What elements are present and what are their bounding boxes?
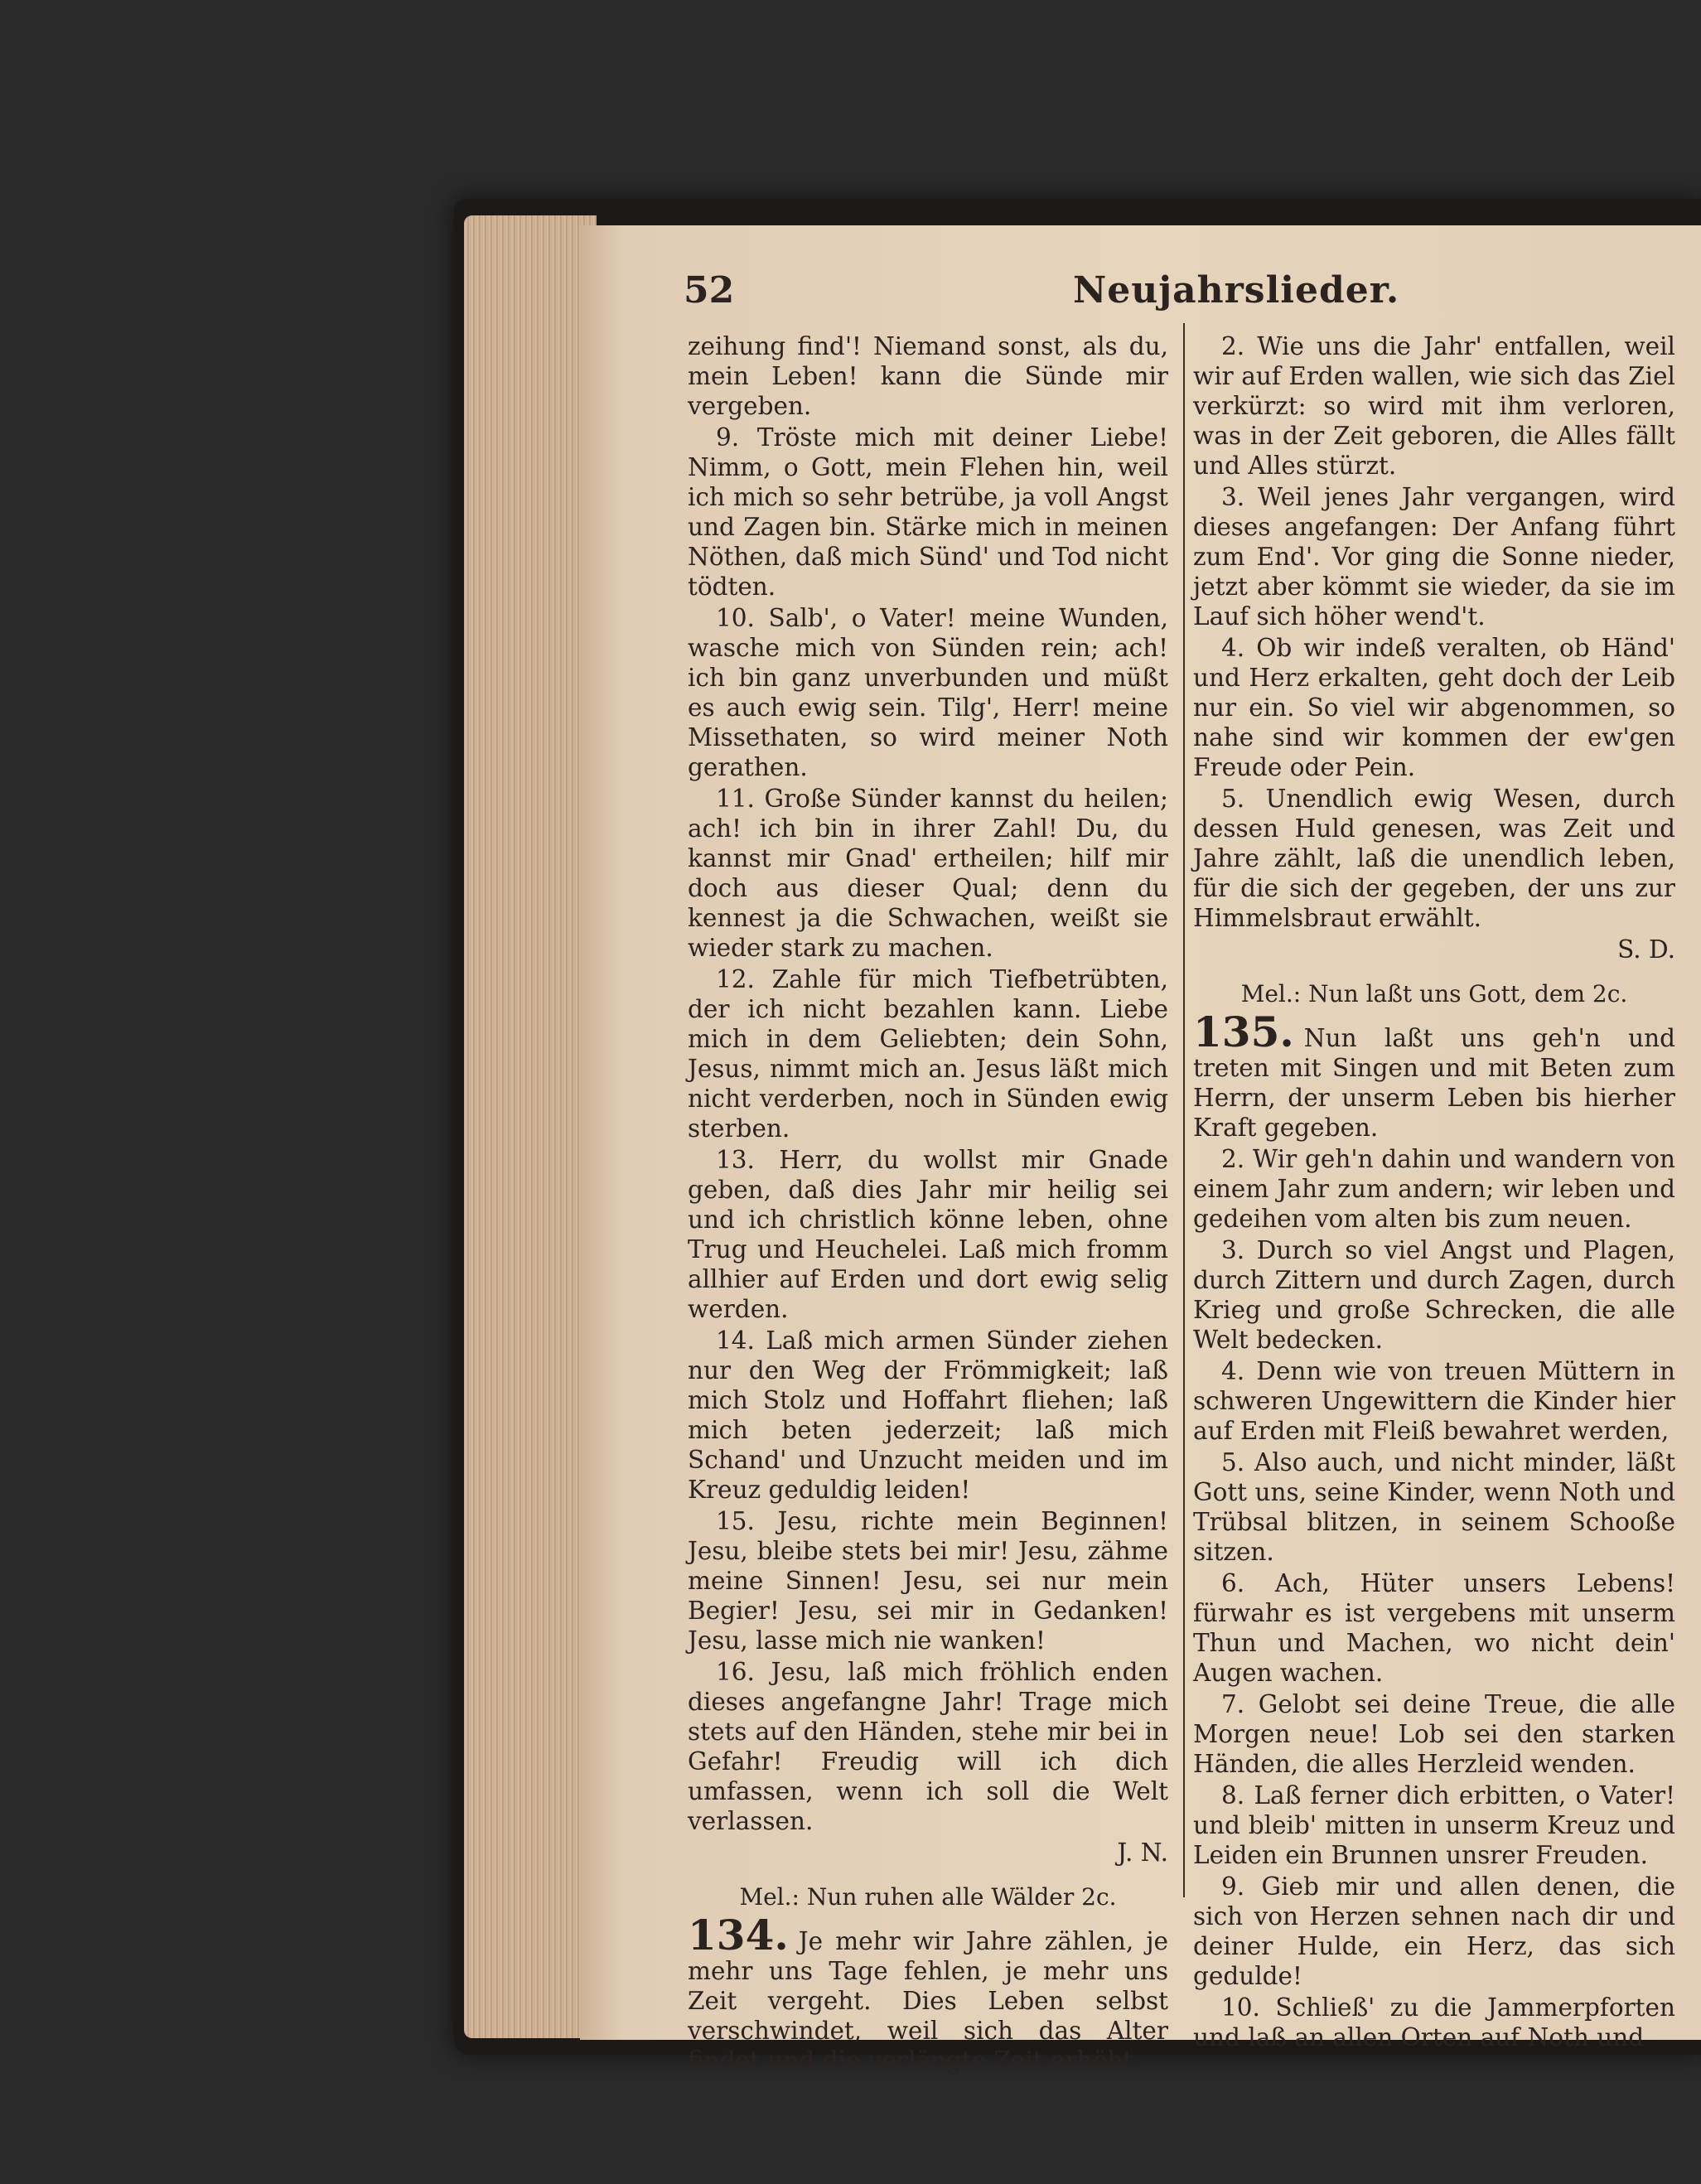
verse-paragraph: 5. Also auch, und nicht minder, läßt Gott uns, seine Kinder, wenn Noth und Trübsal blitzen, in seinem Schooße sitzen.	[1193, 1448, 1675, 1566]
verse-paragraph: 10. Salb', o Vater! meine Wunden, wasche mich von Sünden rein; ach! ich bin ganz unverbunden und müßt es auch ewig sein. Tilg', Herr! meine Missethaten, so wird meiner Noth gerathen.	[688, 604, 1168, 781]
right-paragraphs-after	[1193, 1144, 1675, 2052]
verse-paragraph: 3. Weil jenes Jahr vergangen, wird dieses angefangen: Der Anfang führt zum End'. Vor ging die Sonne nieder, jetzt aber kömmt sie wieder, da sie im Lauf sich höher wend't.	[1193, 483, 1675, 631]
verse-paragraph: 14. Laß mich armen Sünder ziehen nur den Weg der Frömmigkeit; laß mich Stolz und Hoffahrt fliehen; laß mich beten jederzeit; laß mich Schand' und Unzucht meiden und im Kreuz geduldig leiden!	[688, 1326, 1168, 1504]
verse-paragraph: 10. Schließ' zu die Jammerpforten und laß an allen Orten auf Noth und	[1193, 1993, 1675, 2051]
verse-paragraph: 11. Große Sünder kannst du heilen; ach! ich bin in ihrer Zahl! Du, du kannst mir Gnad' ertheilen; hilf mir doch aus dieser Qual; denn du kennest ja die Schwachen, weißt sie wieder stark zu machen.	[688, 785, 1168, 962]
column-divider	[1183, 323, 1185, 1897]
hymn-134-first-verse	[688, 1911, 1168, 2075]
right-column	[1193, 331, 1675, 2054]
verse-paragraph: 6. Ach, Hüter unsers Lebens! fürwahr es ist vergebens mit unserm Thun und Machen, wo nicht dein' Augen wachen.	[1193, 1569, 1675, 1687]
hymn-134-text: Je mehr wir Jahre zählen, je mehr uns Tage fehlen, je mehr uns Zeit vergeht. Dies Leben selbst verschwindet, weil sich das Alter findet und die verlängte Zeit erhöht.	[688, 1927, 1168, 2075]
verse-paragraph: 4. Ob wir indeß veralten, ob Händ' und Herz erkalten, geht doch der Leib nur ein. So viel wir abgenommen, so nahe sind wir kommen der ew'gen Freude oder Pein.	[1193, 634, 1675, 781]
verse-paragraph: zeihung find'! Niemand sonst, als du, mein Leben! kann die Sünde mir vergeben.	[688, 332, 1168, 420]
melody-line-134: Mel.: Nun ruhen alle Wälder 2c.	[739, 1883, 1117, 1911]
hymn-135-text: Nun laßt uns geh'n und treten mit Singen und mit Beten zum Herrn, der unserm Leben bis hierher Kraft gegeben.	[1193, 1024, 1675, 1142]
verse-paragraph: 15. Jesu, richte mein Beginnen! Jesu, bleibe stets bei mir! Jesu, zähme meine Sinnen! Jesu, sei nur mein Begier! Jesu, sei mir in Gedanken! Jesu, lasse mich nie wanken!	[688, 1507, 1168, 1655]
signature-left: J. N.	[1117, 1839, 1168, 1867]
right-paragraphs	[1193, 331, 1675, 933]
verse-paragraph: 7. Gelobt sei deine Treue, die alle Morgen neue! Lob sei den starken Händen, die alles Herzleid wenden.	[1193, 1690, 1675, 1778]
left-paragraphs	[688, 331, 1168, 1836]
melody-line-135: Mel.: Nun laßt uns Gott, dem 2c.	[1240, 980, 1628, 1007]
verse-paragraph: 3. Durch so viel Angst und Plagen, durch Zittern und durch Zagen, durch Krieg und große Schrecken, die alle Welt bedecken.	[1193, 1236, 1675, 1354]
verse-paragraph: 2. Wie uns die Jahr' entfallen, weil wir auf Erden wallen, wie sich das Ziel verkürzt: so wird mit ihm verloren, was in der Zeit geboren, die Alles fällt und Alles stürzt.	[1193, 332, 1675, 480]
verse-paragraph: 16. Jesu, laß mich fröhlich enden dieses angefangne Jahr! Trage mich stets auf den Händen, stehe mir bei in Gefahr! Freudig will ich dich umfassen, wenn ich soll die Welt verlassen.	[688, 1658, 1168, 1835]
verse-paragraph: 2. Wir geh'n dahin und wandern von einem Jahr zum andern; wir leben und gedeihen vom alten bis zum neuen.	[1193, 1145, 1675, 1233]
verse-paragraph: 12. Zahle für mich Tiefbetrübten, der ich nicht bezahlen kann. Liebe mich in dem Geliebten; dein Sohn, Jesus, nimmt mich an. Jesus läßt mich nicht verderben, noch in Sünden ewig sterben.	[688, 965, 1168, 1143]
verse-paragraph: 4. Denn wie von treuen Müttern in schweren Ungewittern die Kinder hier auf Erden mit Fleiß bewahret werden,	[1193, 1357, 1675, 1445]
verse-paragraph: 8. Laß ferner dich erbitten, o Vater! und bleib' mitten in unserm Kreuz und Leiden ein Brunnen unsrer Freuden.	[1193, 1781, 1675, 1869]
verse-paragraph: 9. Gieb mir und allen denen, die sich von Herzen sehnen nach dir und deiner Hulde, ein Herz, das sich gedulde!	[1193, 1872, 1675, 1990]
page-edges	[464, 215, 597, 2038]
verse-paragraph: 13. Herr, du wollst mir Gnade geben, daß dies Jahr mir heilig sei und ich christlich könne leben, ohne Trug und Heuchelei. Laß mich fromm allhier auf Erden und dort ewig selig werden.	[688, 1146, 1168, 1323]
page-number: 52	[684, 269, 735, 312]
hymn-number-135: 135.	[1193, 1007, 1294, 1056]
left-column	[688, 331, 1168, 2077]
running-head: Neujahrslieder.	[1073, 269, 1400, 312]
verse-paragraph: 5. Unendlich ewig Wesen, durch dessen Huld genesen, was Zeit und Jahre zählt, laß die unendlich leben, für die sich der gegeben, der uns zur Himmelsbraut erwählt.	[1193, 785, 1675, 932]
hymn-number-134: 134.	[688, 1911, 789, 1959]
signature-right: S. D.	[1617, 935, 1675, 964]
verse-paragraph: 9. Tröste mich mit deiner Liebe! Nimm, o Gott, mein Flehen hin, weil ich mich so sehr betrübe, ja voll Angst und Zagen bin. Stärke mich in meinen Nöthen, daß mich Sünd' und Tod nicht tödten.	[688, 423, 1168, 601]
hymn-135-first-verse	[1193, 1007, 1675, 1143]
